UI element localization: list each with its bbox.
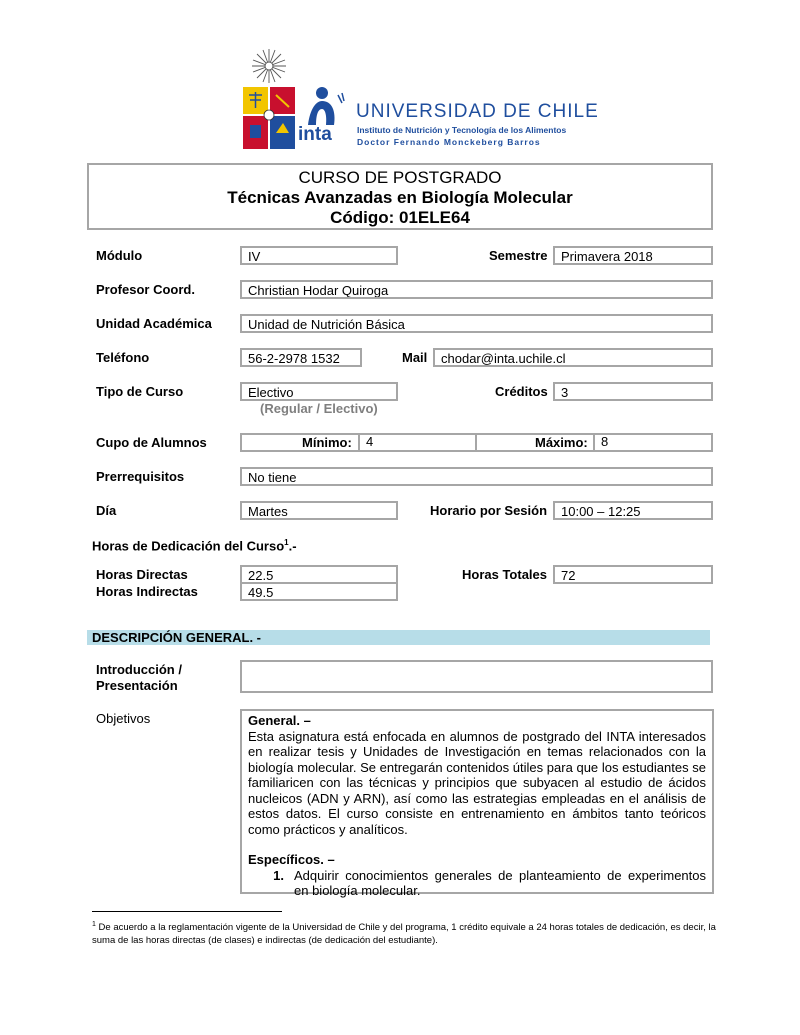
horas-indirectas-field[interactable]: 49.5 (240, 582, 398, 601)
dedicacion-suffix: .- (288, 538, 297, 554)
maximo-field[interactable]: 8 (593, 433, 713, 452)
modulo-label: Módulo (96, 248, 143, 263)
dedicacion-label: Horas de Dedicación del Curso (92, 538, 285, 554)
mail-label: Mail (402, 350, 428, 365)
horario-field[interactable]: 10:00 – 12:25 (553, 501, 713, 520)
intro-field[interactable] (240, 660, 713, 693)
footnote-text: De acuerdo a la reglamentación vigente de la Universidad de Chile y del programa, 1 crédito equivale a 24 horas totales de dedicación, es decir, la suma de las horas directas (de clases) e indirectas (de dedicación del estudiante). (92, 922, 716, 947)
dedicacion-heading (92, 535, 297, 554)
course-name: Técnicas Avanzadas en Biología Molecular (227, 188, 573, 207)
horario-label: Horario por Sesión (430, 503, 548, 518)
inta-logo (298, 85, 346, 147)
creditos-field[interactable]: 3 (553, 382, 713, 401)
unidad-field[interactable]: Unidad de Nutrición Básica (240, 314, 713, 333)
section-title-descripcion: DESCRIPCIÓN GENERAL. - (87, 630, 710, 645)
footnote-marker: 1 (92, 921, 96, 928)
university-name: UNIVERSIDAD DE CHILE (356, 101, 599, 122)
footnote-divider (92, 911, 282, 912)
university-shield-logo (243, 45, 295, 150)
general-heading: General. – (248, 713, 311, 728)
horas-totales-label: Horas Totales (462, 567, 548, 582)
horas-directas-label: Horas Directas (96, 567, 188, 582)
profesor-label: Profesor Coord. (96, 282, 195, 297)
objetivos-box[interactable] (240, 709, 714, 898)
especificos-heading: Específicos. – (248, 852, 335, 867)
especifico-item (248, 868, 706, 899)
tipo-curso-field[interactable]: Electivo (240, 382, 398, 401)
cupo-box (240, 433, 713, 452)
intro-label-line2: Presentación (96, 678, 178, 693)
semestre-label: Semestre (489, 248, 548, 263)
horas-directas-field[interactable]: 22.5 (240, 565, 398, 584)
tipo-curso-label: Tipo de Curso (96, 384, 184, 399)
creditos-label: Créditos (495, 384, 548, 399)
maximo-label: Máximo: (535, 435, 588, 450)
general-text: Esta asignatura está enfocada en alumnos de postgrado del INTA interesados en realizar tesis y Unidades de Investigación en temas relacionados con la biología molecular. Se entregarán contenidos útiles para que los estudiantes se familiaricen con las técnicas y principios que subyacen al estudio de ácidos nucleicos (ADN y ARN), así como las estrategias empleadas en el análisis de estos datos. El curso consiste en entrenamiento en ámbitos tanto teóricos como prácticos y analíticos. (248, 728, 706, 837)
cupo-label: Cupo de Alumnos (96, 435, 207, 450)
especifico-text: Adquirir conocimientos generales de planteamiento de experimentos en biología molecular. (294, 867, 706, 898)
footnote (92, 918, 720, 947)
minimo-field[interactable]: 4 (358, 433, 477, 452)
horas-totales-field[interactable]: 72 (553, 565, 713, 584)
profesor-field[interactable]: Christian Hodar Quiroga (240, 280, 713, 299)
telefono-label: Teléfono (96, 350, 150, 365)
modulo-field[interactable]: IV (240, 246, 398, 265)
mail-field[interactable]: chodar@inta.uchile.cl (433, 348, 713, 367)
especifico-number: 1. (273, 867, 284, 883)
minimo-label: Mínimo: (302, 435, 352, 450)
prerreq-field[interactable]: No tiene (240, 467, 713, 486)
horas-indirectas-label: Horas Indirectas (96, 584, 198, 599)
unidad-label: Unidad Académica (96, 316, 212, 331)
course-type: CURSO DE POSTGRADO (298, 168, 502, 187)
institute-name: Instituto de Nutrición y Tecnología de los Alimentos (357, 125, 567, 135)
intro-label-line1: Introducción / (96, 662, 182, 677)
institute-director: Doctor Fernando Monckeberg Barros (357, 137, 541, 147)
dia-field[interactable]: Martes (240, 501, 398, 520)
objetivos-label: Objetivos (96, 711, 151, 726)
inta-logo-text: inta (298, 124, 332, 145)
telefono-field[interactable]: 56-2-2978 1532 (240, 348, 362, 367)
dedicacion-footnote-ref[interactable]: 1 (284, 538, 289, 547)
semestre-field[interactable]: Primavera 2018 (553, 246, 713, 265)
course-title-box (87, 163, 713, 230)
dia-label: Día (96, 503, 117, 518)
prerreq-label: Prerrequisitos (96, 469, 185, 484)
tipo-curso-hint: (Regular / Electivo) (260, 401, 378, 416)
course-code: Código: 01ELE64 (330, 208, 470, 227)
